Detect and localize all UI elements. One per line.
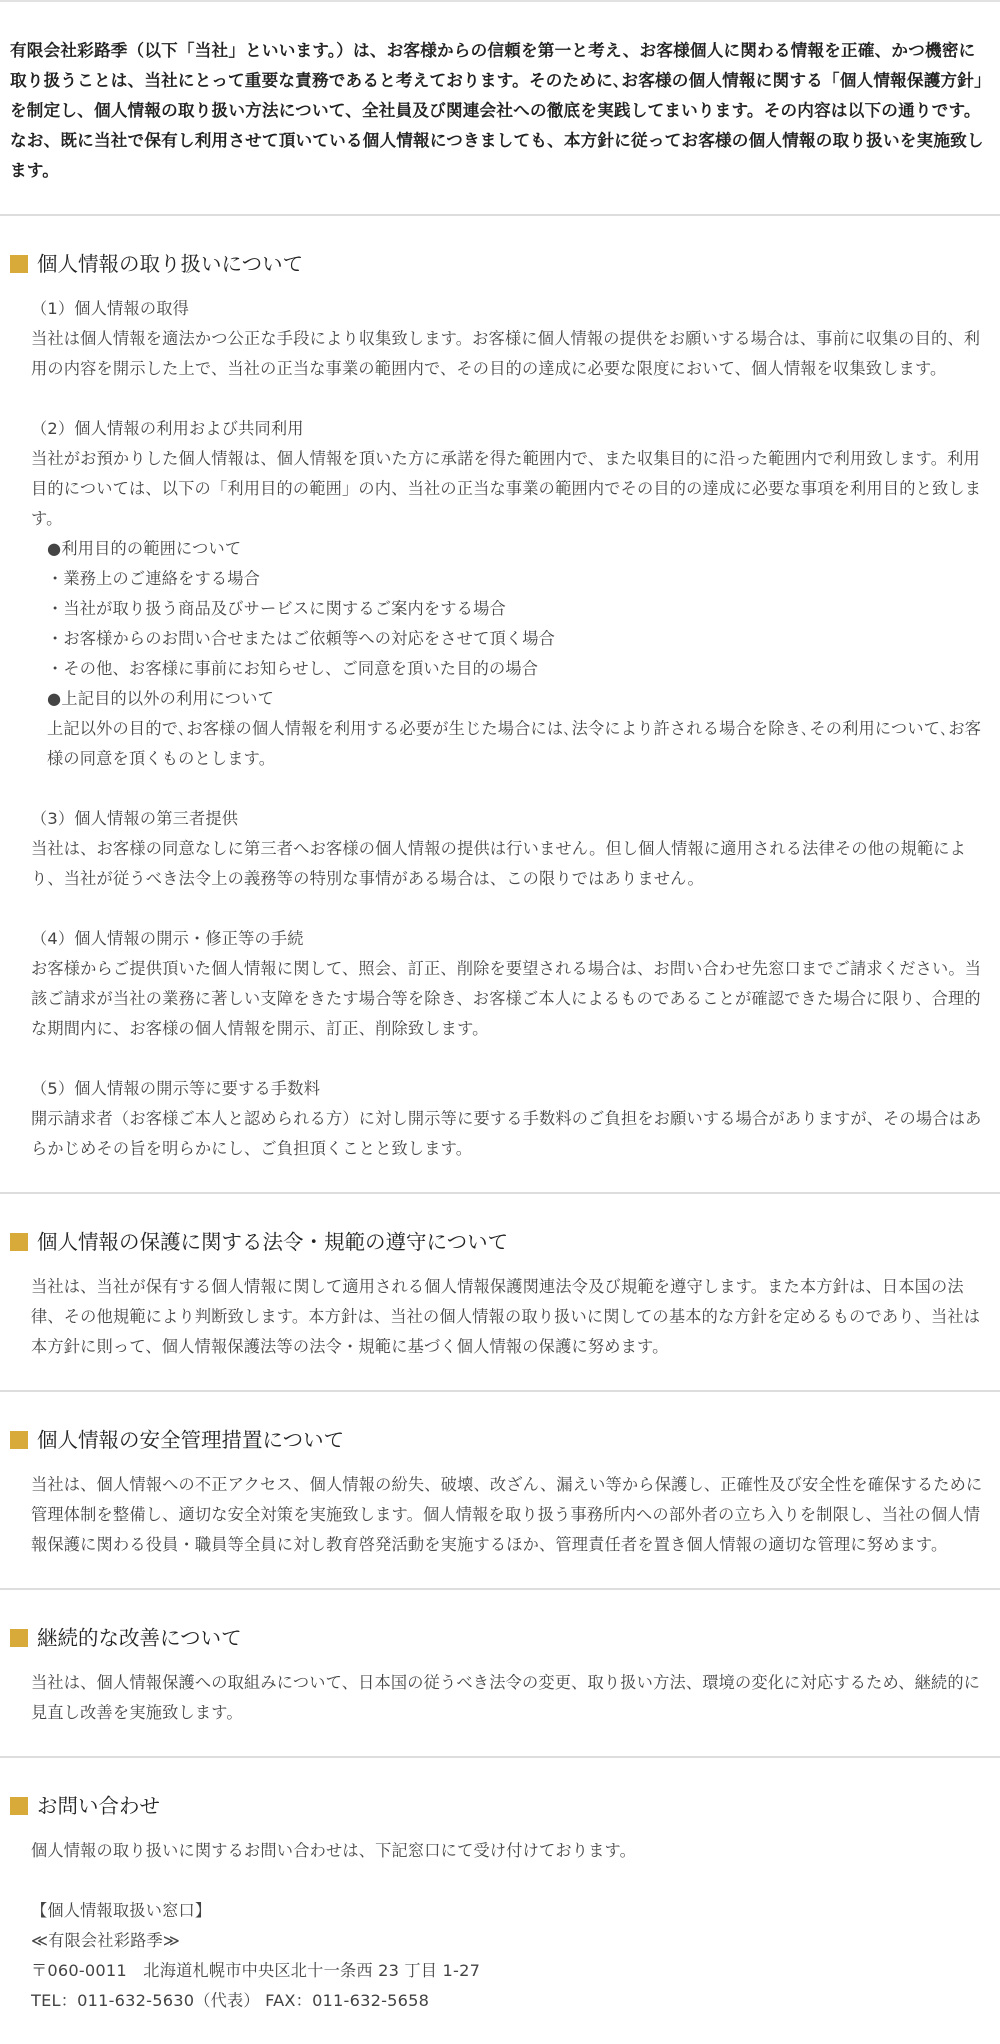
subsection-text: 当社は、お客様の同意なしに第三者へお客様の個人情報の提供は行いません。但し個人情報に適用される法律その他の規範により、当社が従うべき法令上の義務等の特別な事情がある場合は、この限りではありません。 [31, 839, 967, 888]
contact-company: ≪有限会社彩路季≫ [31, 1931, 181, 1950]
subsection-third-party [31, 804, 990, 894]
section-handling [0, 216, 1000, 1192]
subsection-text: 当社は個人情報を適法かつ公正な手段により収集致します。お客様に個人情報の提供をお願いする場合は、事前に収集の目的、利用の内容を開示した上で、当社の正当な事業の範囲内で、その目的の達成に必要な限度において、個人情報を収集致します。 [31, 329, 981, 378]
section-compliance [0, 1194, 1000, 1390]
list-item: ・その他、お客様に事前にお知らせし、ご同意を頂いた目的の場合 [47, 659, 539, 678]
square-bullet-icon [10, 1233, 28, 1251]
section-body [10, 1470, 990, 1560]
section-text: 当社は、個人情報への不正アクセス、個人情報の紛失、破壊、改ざん、漏えい等から保護し、正確性及び安全性を確保するために管理体制を整備し、適切な安全対策を実施致します。個人情報を取り扱う事務所内への部外者の立ち入りを制限し、当社の個人情報保護に関わる役員・職員等全員に対し教育啓発活動を実施するほか、管理責任者を置き個人情報の適切な管理に努めます。 [31, 1475, 983, 1554]
intro-paragraph: 有限会社彩路季（以下「当社」といいます。）は、お客様からの信頼を第一と考え、お客様個人に関わる情報を正確、かつ機密に取り扱うことは、当社にとって重要な責務であると考えております。そのために､お客様の個人情報に関する「個人情報保護方針」を制定し、個人情報の取り扱い方法について、全社員及び関連会社への徹底を実践してまいります。その内容は以下の通りです。なお、既に当社で保有し利用させて頂いている個人情報につきましても、本方針に従ってお客様の個人情報の取り扱いを実施致します。 [10, 41, 984, 180]
section-title-text: 継続的な改善について [37, 1626, 242, 1650]
subsection-usage [31, 414, 990, 774]
list-item: ・お客様からのお問い合せまたはご依頼等への対応をさせて頂く場合 [47, 629, 556, 648]
section-body [10, 1836, 990, 2016]
section-body [10, 294, 990, 1164]
section-title-text: 個人情報の安全管理措置について [37, 1428, 345, 1452]
section-title-text: 個人情報の保護に関する法令・規範の遵守について [37, 1230, 509, 1254]
subsection-title: （2）個人情報の利用および共同利用 [31, 419, 304, 438]
list-item: ・当社が取り扱う商品及びサービスに関するご案内をする場合 [47, 599, 506, 618]
subsection-text: 当社がお預かりした個人情報は、個人情報を頂いた方に承諾を得た範囲内で、また収集目的に沿った範囲内で利用致します。利用目的については、以下の「利用目的の範囲」の内、当社の正当な事業の範囲内でその目的の達成に必要な事項を利用目的と致します。 [31, 449, 982, 528]
other-usage-heading: ●上記目的以外の利用について [47, 689, 275, 708]
contact-phone-fax: TEL：011-632-5630（代表） FAX：011-632-5658 [31, 1991, 430, 2010]
subsection-title: （4）個人情報の開示・修正等の手続 [31, 929, 304, 948]
section-title [10, 1426, 990, 1454]
subsection-disclosure [31, 924, 990, 1044]
subsection-title: （3）個人情報の第三者提供 [31, 809, 239, 828]
section-title-text: 個人情報の取り扱いについて [37, 252, 304, 276]
section-title [10, 1624, 990, 1652]
square-bullet-icon [10, 255, 28, 273]
section-body [10, 1668, 990, 1728]
subsection-title: （1）個人情報の取得 [31, 299, 189, 318]
section-text: 個人情報の取り扱いに関するお問い合わせは、下記窓口にて受け付けております。 [31, 1841, 637, 1860]
square-bullet-icon [10, 1629, 28, 1647]
square-bullet-icon [10, 1431, 28, 1449]
subsection-text: お客様からご提供頂いた個人情報に関して、照会、訂正、削除を要望される場合は、お問い合わせ先窓口までご請求ください。当該ご請求が当社の業務に著しい支障をきたす場合等を除き、お客様ご本人によるものであることが確認できた場合に限り、合理的な期間内に、お客様の個人情報を開示、訂正、削除致します。 [31, 959, 982, 1038]
section-title-text: お問い合わせ [37, 1794, 160, 1818]
contact-address: 〒060-0011 北海道札幌市中央区北十一条西 23 丁目 1-27 [31, 1961, 481, 1980]
section-title [10, 250, 990, 278]
other-usage-text: 上記以外の目的で､お客様の個人情報を利用する必要が生じた場合には､法令により許される場合を除き､その利用について､お客様の同意を頂くものとします。 [47, 719, 982, 768]
usage-scope-block [31, 534, 990, 774]
section-title [10, 1792, 990, 1820]
section-text: 当社は、個人情報保護への取組みについて、日本国の従うべき法令の変更、取り扱い方法、環境の変化に対応するため、継続的に見直し改善を実施致します。 [31, 1673, 981, 1722]
contact-window-label: 【個人情報取扱い窓口】 [31, 1901, 212, 1920]
section-improvement [0, 1590, 1000, 1756]
usage-scope-heading: ●利用目的の範囲について [47, 539, 242, 558]
section-body [10, 1272, 990, 1362]
square-bullet-icon [10, 1797, 28, 1815]
subsection-acquisition [31, 294, 990, 384]
section-title [10, 1228, 990, 1256]
section-contact [0, 1758, 1000, 2044]
subsection-text: 開示請求者（お客様ご本人と認められる方）に対し開示等に要する手数料のご負担をお願いする場合がありますが、その場合はあらかじめその旨を明らかにし、ご負担頂くことと致します。 [31, 1109, 982, 1158]
list-item: ・業務上のご連絡をする場合 [47, 569, 261, 588]
subsection-title: （5）個人情報の開示等に要する手数料 [31, 1079, 321, 1098]
section-text: 当社は、当社が保有する個人情報に関して適用される個人情報保護関連法令及び規範を遵守します。また本方針は、日本国の法律、その他規範により判断致します。本方針は、当社の個人情報の取り扱いに関しての基本的な方針を定めるものであり、当社は本方針に則って、個人情報保護法等の法令・規範に基づく個人情報の保護に努めます。 [31, 1277, 981, 1356]
subsection-fees [31, 1074, 990, 1164]
section-security [0, 1392, 1000, 1588]
